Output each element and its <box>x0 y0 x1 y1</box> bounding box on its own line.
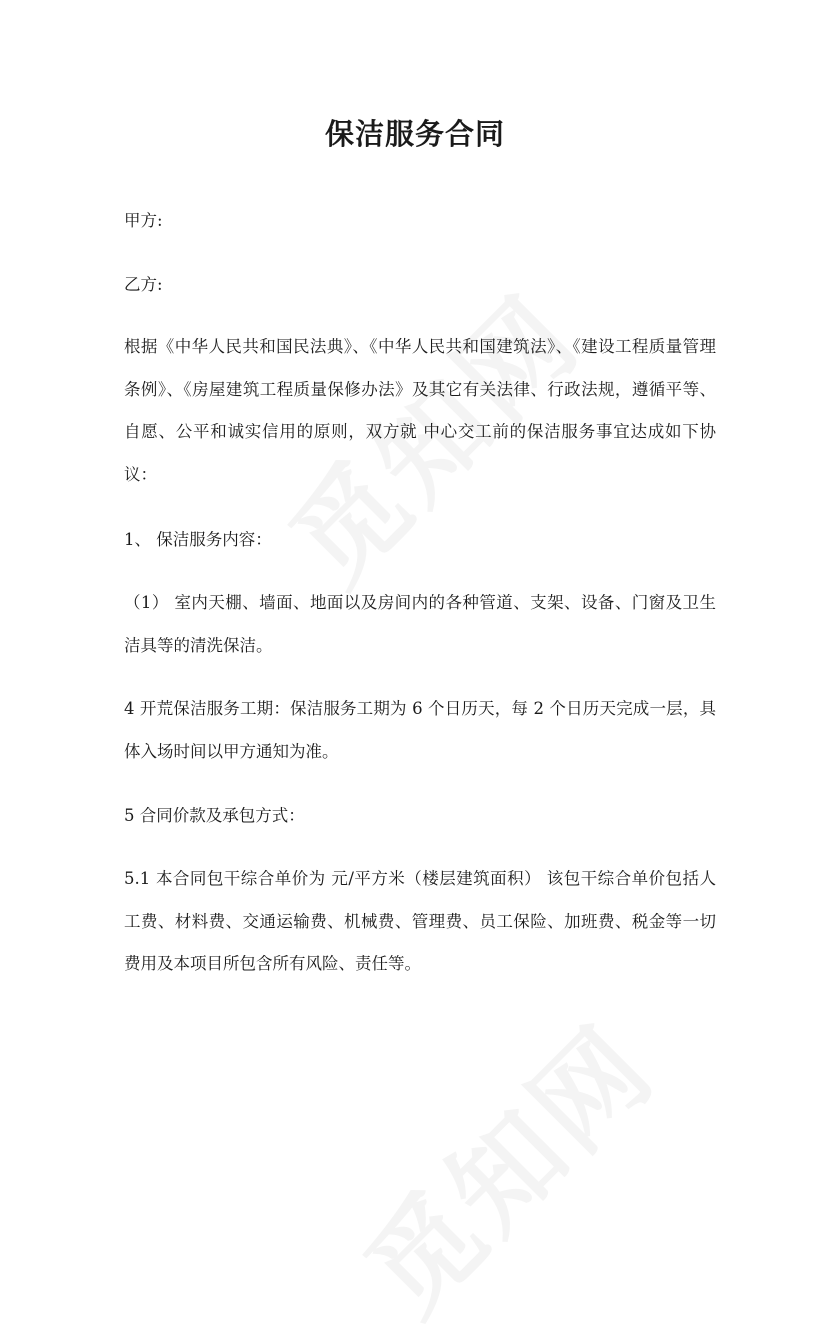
party-a-label: 甲方: <box>124 211 163 230</box>
party-b-label: 乙方: <box>124 275 163 294</box>
section-1-item-1: （1） 室内天棚、墙面、地面以及房间内的各种管道、支架、设备、门窗及卫生洁具等的清洗保洁。 <box>124 593 716 655</box>
preamble-paragraph: 根据《中华人民共和国民法典》、《中华人民共和国建筑法》、《建设工程质量管理条例》、《房屋建筑工程质量保修办法》及其它有关法律、行政法规，遵循平等、自愿、公平和诚实信用的原则，双方就 中心交工前的保洁服务事宜达成如下协议： <box>124 337 716 484</box>
section-5-1-paragraph: 5.1 本合同包干综合单价为 元/平方米（楼层建筑面积） 该包干综合单价包括人工费、材料费、交通运输费、机械费、管理费、员工保险、加班费、税金等一切费用及本项目所包含所有风险、责任等。 <box>124 869 716 973</box>
section-4-paragraph: 4 开荒保洁服务工期：保洁服务工期为 6 个日历天，每 2 个日历天完成一层，具体入场时间以甲方通知为准。 <box>124 699 716 761</box>
section-5-heading: 5 合同价款及承包方式： <box>124 806 305 825</box>
section-1-heading: 1、 保洁服务内容： <box>124 530 272 549</box>
document-title: 保洁服务合同 <box>324 117 505 151</box>
